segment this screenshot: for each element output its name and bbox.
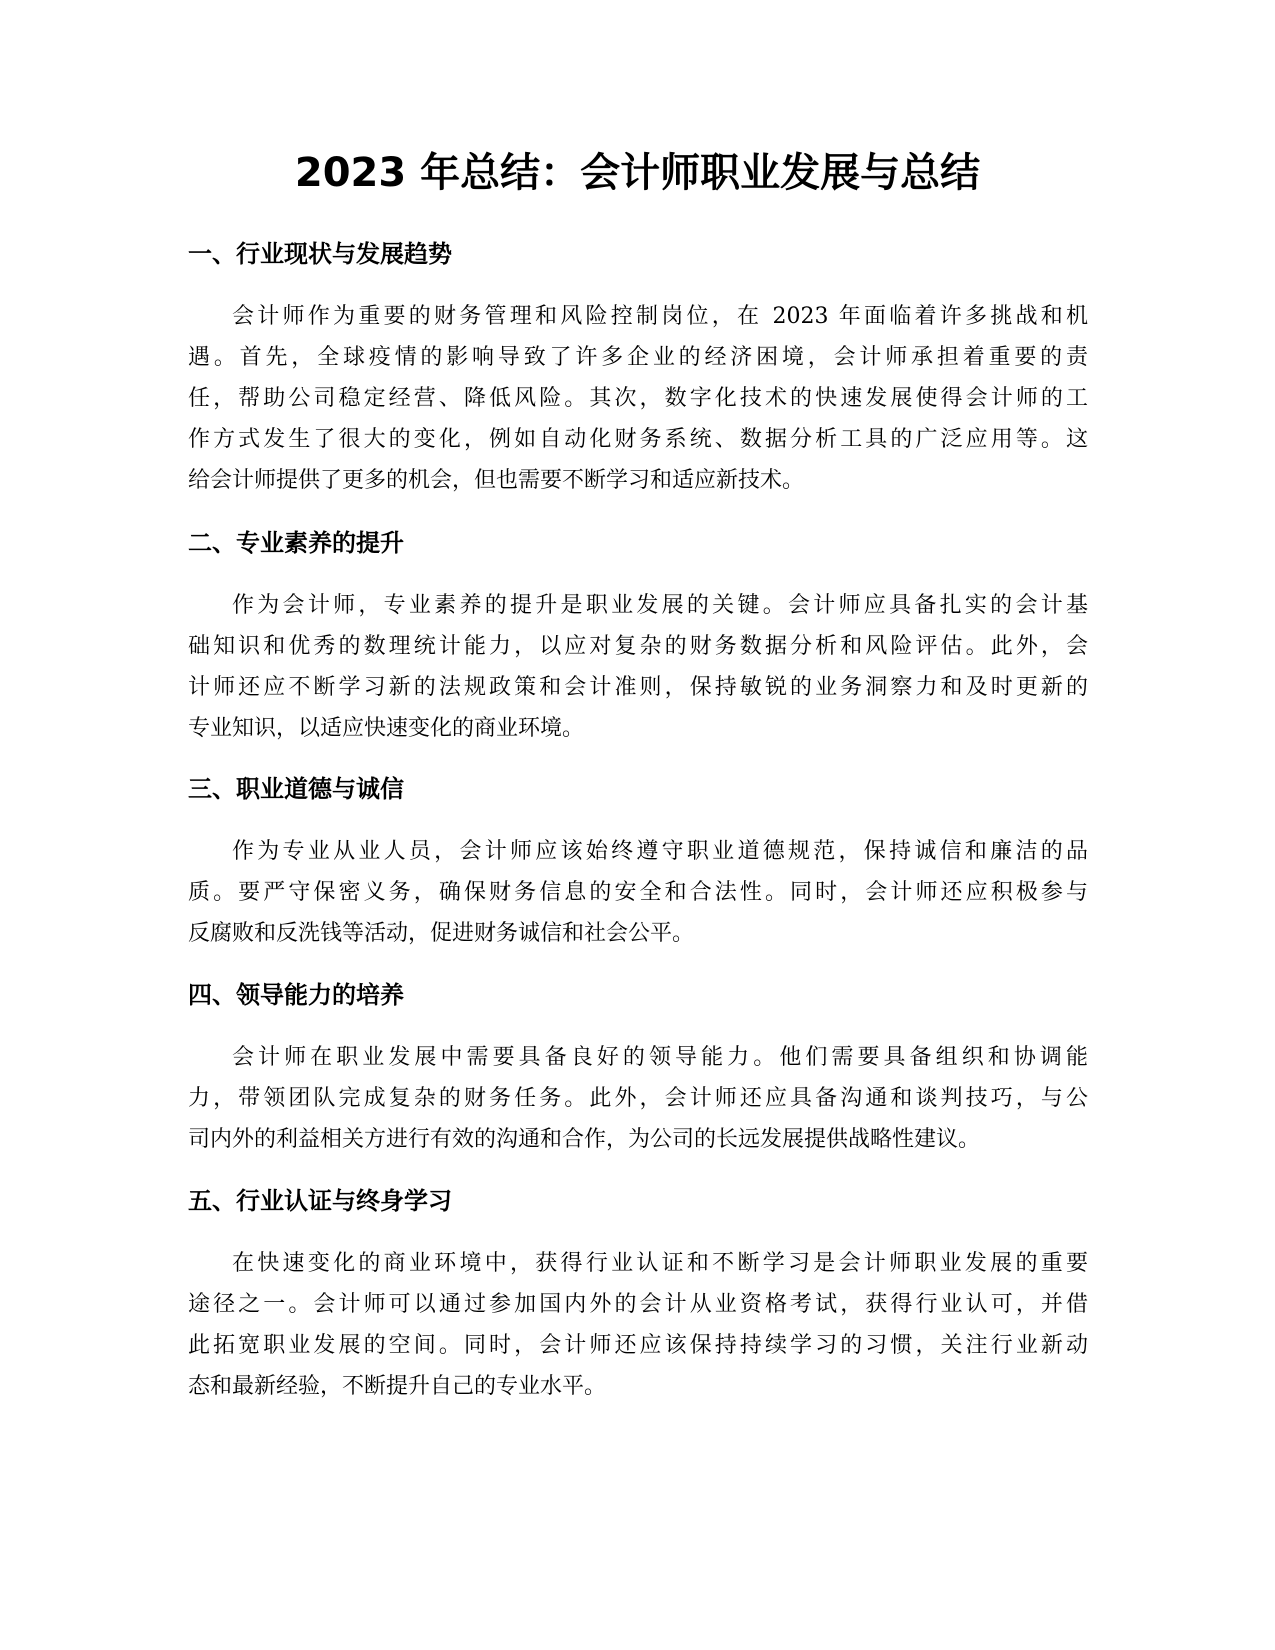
- paragraph-line: 作为会计师，专业素养的提升是职业发展的关键。会计师应具备扎实的会计基: [232, 593, 1088, 618]
- section-heading-professional-quality: 二、专业素养的提升: [188, 529, 404, 557]
- paragraph-line: 作方式发生了很大的变化，例如自动化财务系统、数据分析工具的广泛应用等。这: [188, 427, 1088, 452]
- paragraph-line: 会计师作为重要的财务管理和风险控制岗位，在 2023 年面临着许多挑战和机: [232, 304, 1088, 329]
- section-paragraph-leadership: [188, 1037, 1088, 1160]
- paragraph-line: 态和最新经验，不断提升自己的专业水平。: [188, 1374, 607, 1399]
- section-paragraph-ethics: [188, 831, 1088, 954]
- paragraph-line: 途径之一。会计师可以通过参加国内外的会计从业资格考试，获得行业认可，并借: [188, 1292, 1088, 1317]
- section-heading-industry-status: 一、行业现状与发展趋势: [188, 240, 452, 268]
- paragraph-line: 给会计师提供了更多的机会，但也需要不断学习和适应新技术。: [188, 468, 805, 493]
- document-title: 2023 年总结：会计师职业发展与总结: [294, 150, 981, 196]
- section-heading-certification: 五、行业认证与终身学习: [188, 1187, 452, 1215]
- paragraph-line: 作为专业从业人员，会计师应该始终遵守职业道德规范，保持诚信和廉洁的品: [232, 839, 1088, 864]
- paragraph-line: 会计师在职业发展中需要具备良好的领导能力。他们需要具备组织和协调能: [232, 1045, 1088, 1070]
- section-heading-leadership: 四、领导能力的培养: [188, 981, 404, 1009]
- paragraph-line: 遇。首先，全球疫情的影响导致了许多企业的经济困境，会计师承担着重要的责: [188, 345, 1088, 370]
- paragraph-line: 础知识和优秀的数理统计能力，以应对复杂的财务数据分析和风险评估。此外，会: [188, 634, 1088, 659]
- paragraph-line: 反腐败和反洗钱等活动，促进财务诚信和社会公平。: [188, 921, 695, 946]
- paragraph-line: 在快速变化的商业环境中，获得行业认证和不断学习是会计师职业发展的重要: [232, 1251, 1088, 1276]
- section-paragraph-industry-status: [188, 296, 1088, 501]
- paragraph-line: 质。要严守保密义务，确保财务信息的安全和合法性。同时，会计师还应积极参与: [188, 880, 1088, 905]
- paragraph-line: 司内外的利益相关方进行有效的沟通和合作，为公司的长远发展提供战略性建议。: [188, 1127, 981, 1152]
- section-heading-ethics: 三、职业道德与诚信: [188, 775, 404, 803]
- section-paragraph-certification: [188, 1243, 1088, 1407]
- paragraph-line: 计师还应不断学习新的法规政策和会计准则，保持敏锐的业务洞察力和及时更新的: [188, 675, 1088, 700]
- section-paragraph-professional-quality: [188, 585, 1088, 749]
- paragraph-line: 此拓宽职业发展的空间。同时，会计师还应该保持持续学习的习惯，关注行业新动: [188, 1333, 1088, 1358]
- paragraph-line: 任，帮助公司稳定经营、降低风险。其次，数字化技术的快速发展使得会计师的工: [188, 386, 1088, 411]
- paragraph-line: 专业知识，以适应快速变化的商业环境。: [188, 716, 585, 741]
- paragraph-line: 力，带领团队完成复杂的财务任务。此外，会计师还应具备沟通和谈判技巧，与公: [188, 1086, 1088, 1111]
